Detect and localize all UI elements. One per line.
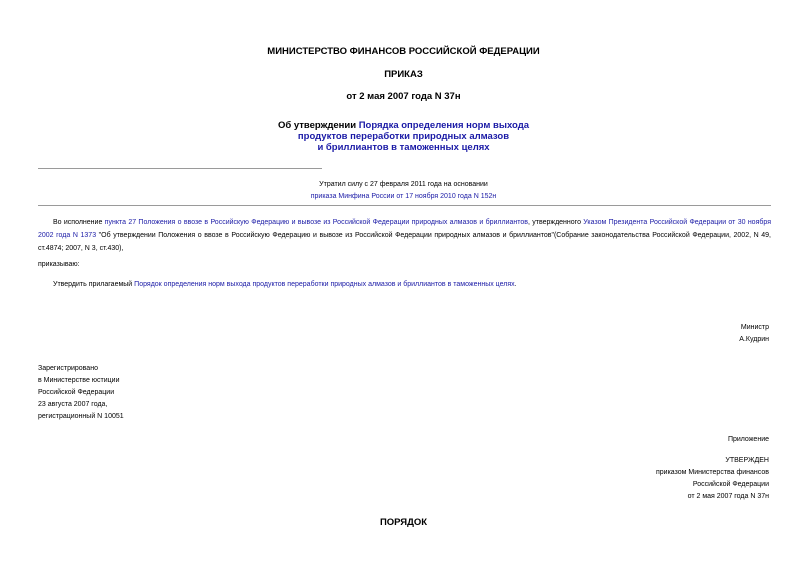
signature-name: А.Кудрин <box>739 336 769 343</box>
preamble-link-decree[interactable]: Указом Президента Российской Федерации от 30 ноября 2002 года N 1373 <box>38 219 771 239</box>
approve-text-1: Утвердить прилагаемый <box>53 281 135 288</box>
title-line-2 <box>0 131 807 142</box>
preamble-paragraph <box>38 216 771 255</box>
preamble-text-2: , утвержденного <box>527 219 584 226</box>
status-block <box>0 179 807 203</box>
status-line: Утратил силу с 27 февраля 2011 года на основании <box>319 181 488 188</box>
approve-text-2: . <box>514 281 517 288</box>
registration-line-2: в Министерстве юстиции <box>38 377 120 384</box>
appendix-label: Приложение <box>727 436 769 443</box>
approved-line-3: от 2 мая 2007 года N 37н <box>687 493 769 500</box>
short-divider <box>38 168 322 169</box>
approved-line-2: Российской Федерации <box>692 481 769 488</box>
signature-position: Министр <box>740 324 769 331</box>
ministry-heading: МИНИСТЕРСТВО ФИНАНСОВ РОССИЙСКОЙ ФЕДЕРАЦИИ <box>267 46 540 57</box>
registration-block <box>38 363 124 423</box>
status-link[interactable]: приказа Минфина России от 17 ноября 2010 года N 152н <box>310 193 497 200</box>
signature-block <box>739 322 769 346</box>
title-line-3 <box>0 142 807 153</box>
preamble-text-3: "Об утверждении Положения о ввозе в Российскую Федерацию и вывозе из Российской Федерации природных алмазов и бриллиантов"(Собрание законодательства Российской Федерации, 2002, N 49, ст.4874; 2007, N 3, ст.430), <box>38 232 771 252</box>
long-divider <box>38 205 771 206</box>
approved-line-1: приказом Министерства финансов <box>655 469 769 476</box>
approve-link-procedure[interactable]: Порядок определения норм выхода продуктов переработки природных алмазов и бриллиантов в таможенных целях <box>134 281 515 288</box>
registration-line-4: 23 августа 2007 года, <box>38 401 108 408</box>
doc-date-number: от 2 мая 2007 года N 37н <box>346 91 461 102</box>
preamble-text-1: Во исполнение <box>53 219 105 226</box>
approve-paragraph <box>53 279 517 291</box>
procedure-title: ПОРЯДОК <box>379 517 428 528</box>
approved-block <box>656 455 769 503</box>
registration-line-1: Зарегистрировано <box>38 365 98 372</box>
title-prefix: Об утверждении <box>277 120 359 131</box>
title-link[interactable]: Порядка определения норм выхода <box>358 120 530 131</box>
document-title <box>0 120 807 153</box>
title-link-line-3[interactable]: и бриллиантов в таможенных целях <box>317 142 490 153</box>
title-link-line-2[interactable]: продуктов переработки природных алмазов <box>297 131 510 142</box>
registration-line-3: Российской Федерации <box>38 389 115 396</box>
approved-heading: УТВЕРЖДЕН <box>725 457 769 464</box>
title-line-1 <box>0 120 807 131</box>
doc-type-heading: ПРИКАЗ <box>384 69 423 80</box>
registration-line-5: регистрационный N 10051 <box>38 413 124 420</box>
preamble-link-clause[interactable]: пункта 27 Положения о ввозе в Российскую Федерацию и вывозе из Российской Федерации природных алмазов и бриллиантов <box>104 219 528 226</box>
order-word: приказываю: <box>38 261 80 268</box>
